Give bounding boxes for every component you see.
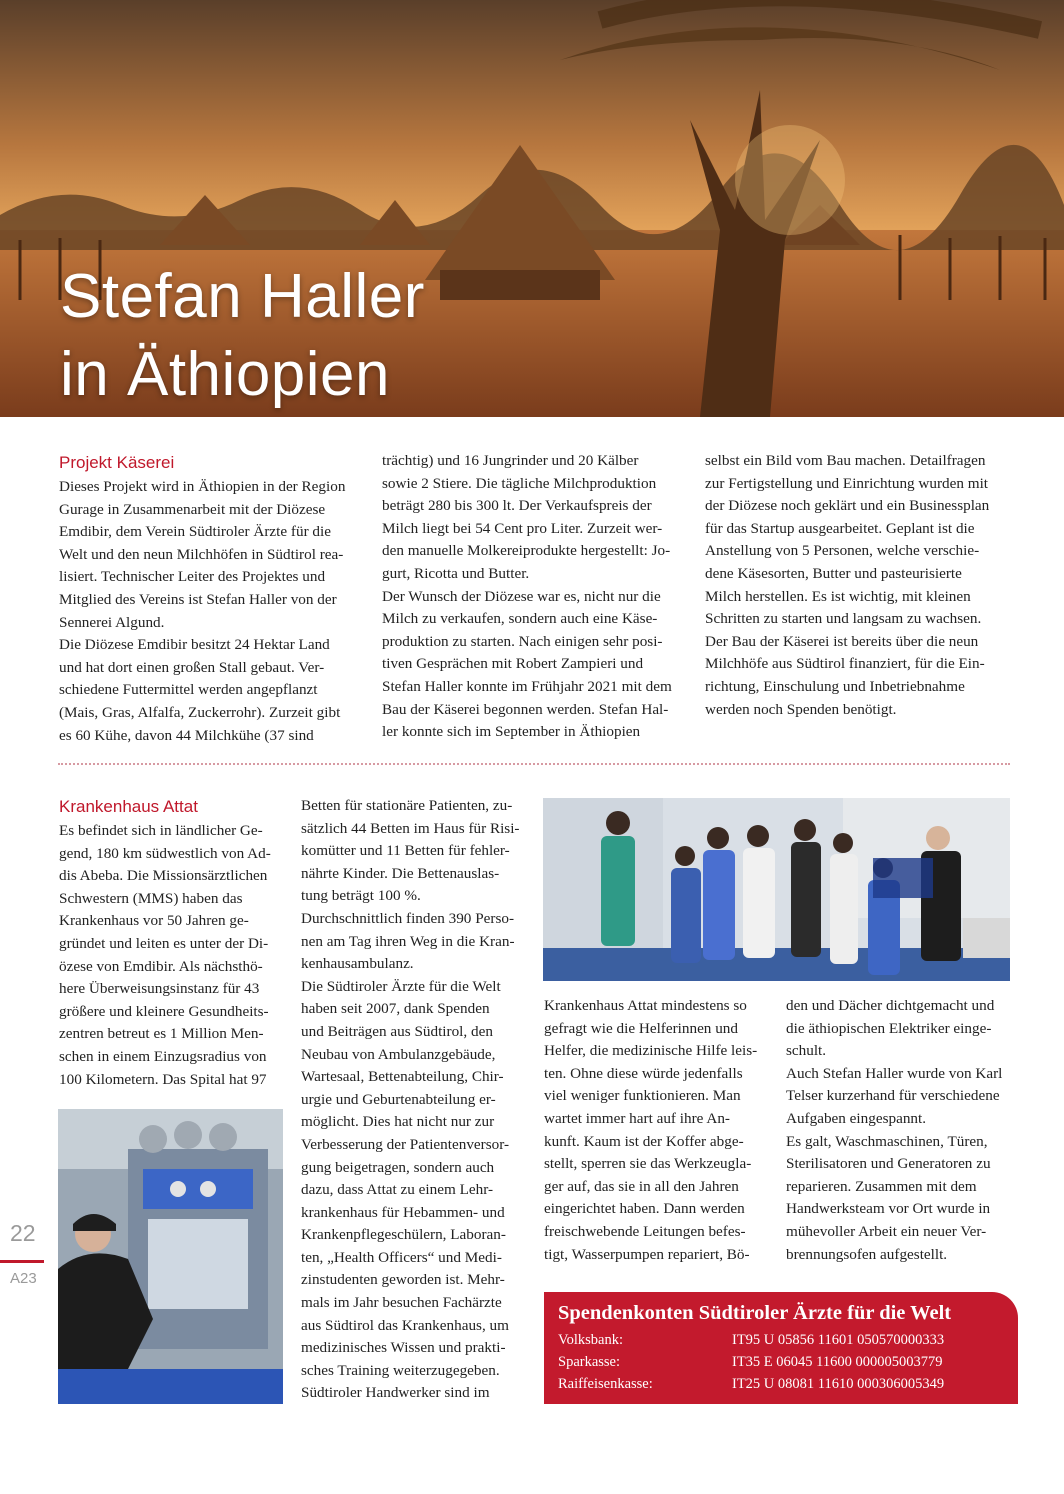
- text-line: nen am Tag ihren Weg in die Kran-: [301, 932, 515, 950]
- text-line: (Mais, Gras, Alfalfa, Zuckerrohr). Zurzeit gibt: [59, 703, 341, 721]
- text-line: mals im Jahr besuchen Fachärzte: [301, 1294, 502, 1312]
- text-line: tung beträgt 100 %.: [301, 887, 421, 905]
- text-line: schen in einem Einzugsradius von: [59, 1047, 267, 1065]
- text-line: özese von Emdibir. Als nächsthö-: [59, 957, 263, 975]
- text-line: Die Südtiroler Ärzte für die Welt: [301, 977, 501, 995]
- text-line: dis Abeba. Die Missionsärztlichen: [59, 867, 268, 885]
- text-line: Wartesaal, Bettenabteilung, Chir-: [301, 1068, 504, 1086]
- text-line: Anstellung von 5 Personen, welche verschie-: [705, 542, 980, 560]
- page-code: A23: [10, 1270, 37, 1287]
- text-line: richtung, Einschulung und Inbetriebnahme: [705, 677, 965, 695]
- text-line: Verbesserung der Patientenversor-: [301, 1135, 510, 1153]
- page-number: 22: [10, 1220, 36, 1246]
- text-line: freischwebende Leitungen befes-: [544, 1222, 746, 1240]
- text-line: Schritten zu starten und langsam zu wachsen.: [705, 610, 982, 628]
- text-line: beträgt 280 bis 300 lt. Der Verkaufspreis der: [382, 497, 652, 515]
- hero-image: [0, 0, 1064, 417]
- text-line: Krankenpflegeschülern, Laboran-: [301, 1226, 506, 1244]
- text-line: Milch herstellen. Es ist wichtig, mit kleinen: [705, 587, 971, 605]
- donation-iban: IT25 U 08081 11610 000306005349: [732, 1376, 945, 1392]
- text-line: Milch zu verkaufen, sondern auch eine Käse-: [382, 610, 658, 628]
- text-line: Welt und den neun Milchhöfen in Südtirol rea-: [59, 545, 344, 563]
- section1-col1-text: [59, 476, 361, 747]
- text-line: Milchhöfe aus Südtirol finanziert, für die Ein-: [705, 655, 985, 673]
- text-line: Der Wunsch der Diözese war es, nicht nur die: [382, 587, 661, 605]
- page-number-rule: [0, 1260, 44, 1263]
- text-line: die äthiopischen Elektriker einge-: [786, 1019, 992, 1037]
- text-line: Helfer, die medizinische Hilfe leis-: [544, 1042, 758, 1060]
- text-line: schiedene Futtermittel werden angepflanzt: [59, 681, 318, 699]
- text-line: Handwerksteam vor Ort wurde in: [786, 1200, 991, 1218]
- section2-col4: [786, 995, 1010, 1266]
- section2-col2: [301, 795, 525, 1405]
- text-line: Emdibir, dem Verein Südtiroler Ärzte für die: [59, 523, 331, 541]
- text-line: 100 Kilometern. Das Spital hat 97: [59, 1070, 267, 1088]
- donation-iban: IT95 U 05856 11601 050570000333: [732, 1332, 945, 1348]
- text-line: stellt, sperren sie das Werkzeugla-: [544, 1155, 752, 1173]
- section-heading-kaeserei: Projekt Käserei: [59, 453, 175, 472]
- donation-iban: IT35 E 06045 11600 000005003779: [732, 1354, 943, 1370]
- page-title: [60, 258, 425, 414]
- text-line: selbst ein Bild vom Bau machen. Detailfragen: [705, 452, 986, 469]
- text-line: und Beiträgen aus Südtirol, den: [301, 1022, 493, 1040]
- text-line: und hat dort einen großen Stall gebaut. Ver-: [59, 658, 325, 676]
- text-line: Dieses Projekt wird in Äthiopien in der Region: [59, 478, 346, 495]
- text-line: gurt, Ricotta und Butter.: [382, 564, 530, 582]
- text-line: ten. Ohne diese würde jedenfalls: [544, 1064, 743, 1082]
- section2-col3-text: [544, 995, 768, 1266]
- text-line: eingerichtet haben. Dann werden: [544, 1200, 745, 1218]
- section1-col1: [59, 452, 361, 747]
- text-line: Durchschnittlich finden 390 Perso-: [301, 909, 515, 927]
- text-line: nährte Kinder. Die Bettenauslas-: [301, 864, 500, 882]
- section2-col4-text: [786, 995, 1010, 1266]
- text-line: den und Dächer dichtgemacht und: [786, 997, 995, 1014]
- section2-col2-text: [301, 795, 525, 1405]
- text-line: kunft. Kaum ist der Koffer abge-: [544, 1132, 744, 1150]
- text-line: produktion zu starten. Nach einigen sehr posi-: [382, 632, 663, 650]
- text-line: wartet immer hart auf ihre An-: [544, 1109, 730, 1127]
- text-line: lisiert. Technischer Leiter des Projektes und: [59, 568, 326, 586]
- text-line: Südtiroler Handwerker sind im: [301, 1384, 490, 1402]
- text-line: Auch Stefan Haller wurde von Karl: [786, 1064, 1003, 1082]
- text-line: sches Training weiterzugegeben.: [301, 1361, 500, 1379]
- text-line: aus Südtirol das Krankenhaus, um: [301, 1316, 509, 1334]
- donation-bank-label: Sparkasse:: [558, 1354, 621, 1370]
- text-line: werden noch Spenden benötigt.: [705, 700, 897, 718]
- text-line: reparieren. Zusammen mit dem: [786, 1177, 977, 1195]
- text-line: medizinisches Wissen und prakti-: [301, 1339, 506, 1357]
- text-line: es 60 Kühe, davon 44 Milchkühe (37 sind: [59, 726, 314, 744]
- text-line: Sennerei Algund.: [59, 613, 165, 631]
- text-line: Es galt, Waschmaschinen, Türen,: [786, 1132, 988, 1150]
- text-line: Sterilisatoren und Generatoren zu: [786, 1155, 991, 1173]
- donation-bank-label: Raiffeisenkasse:: [558, 1376, 653, 1392]
- donation-accounts-box: [544, 1292, 1018, 1404]
- text-line: tigt, Wasserpumpen repariert, Bö-: [544, 1245, 750, 1263]
- text-line: Mitglied des Vereins ist Stefan Haller von der: [59, 590, 337, 608]
- text-line: Stefan Haller konnte im Frühjahr 2021 mit dem: [382, 677, 672, 695]
- text-line: haben seit 2007, dank Spenden: [301, 1000, 490, 1018]
- text-line: sätzlich 44 Betten im Haus für Risi-: [301, 819, 520, 837]
- text-line: für das Startup ausgearbeitet. Geplant ist die: [705, 519, 975, 537]
- section1-col3: [705, 450, 1015, 721]
- donation-bank-label: Volksbank:: [558, 1332, 623, 1348]
- section1-col2: [382, 450, 690, 744]
- text-line: gend, 180 km südwestlich von Ad-: [59, 844, 271, 862]
- text-line: Neubau von Ambulanzgebäude,: [301, 1045, 496, 1063]
- donation-title: Spendenkonten Südtiroler Ärzte für die Welt: [558, 1302, 952, 1324]
- text-line: Gurage in Zusammenarbeit mit der Diözese: [59, 500, 326, 518]
- text-line: Der Bau der Käserei ist bereits über die neun: [705, 632, 979, 650]
- section-divider: [58, 763, 1010, 765]
- text-line: gung beigetragen, sondern auch: [301, 1158, 495, 1176]
- text-line: Es befindet sich in ländlicher Ge-: [59, 822, 263, 839]
- text-line: urgie und Geburtenabteilung er-: [301, 1090, 496, 1108]
- section1-col3-text: [705, 450, 1015, 721]
- text-line: gefragt wie die Helferinnen und: [544, 1019, 738, 1037]
- text-line: zinstudenten geworden ist. Mehr-: [301, 1271, 505, 1289]
- text-line: mühevoller Arbeit ein neuer Ver-: [786, 1222, 987, 1240]
- text-line: komütter und 11 Betten für fehler-: [301, 842, 510, 860]
- text-line: kenhausambulanz.: [301, 955, 414, 973]
- section2-col1: [59, 796, 283, 1091]
- text-line: Krankenhaus Attat mindestens so: [544, 997, 747, 1014]
- section-heading-krankenhaus: Krankenhaus Attat: [59, 797, 198, 816]
- text-line: gründet und leiten es unter der Di-: [59, 934, 269, 952]
- text-line: viel weniger funktionieren. Man: [544, 1087, 741, 1105]
- text-line: Bau der Käserei begonnen werden. Stefan Hal-: [382, 700, 669, 718]
- text-line: Telser kurzerhand für verschiedene: [786, 1087, 1000, 1105]
- text-line: tiven Gesprächen mit Robert Zampieri und: [382, 655, 644, 673]
- text-line: zur Fertigstellung und Einrichtung wurden mit: [705, 474, 989, 492]
- section2-col1-text: [59, 820, 283, 1091]
- text-line: Aufgaben eingespannt.: [786, 1109, 927, 1127]
- text-line: Betten für stationäre Patienten, zu-: [301, 797, 513, 814]
- text-line: ler konnte sich im September in Äthiopien: [382, 723, 641, 741]
- text-line: dazu, dass Attat zu einem Lehr-: [301, 1181, 494, 1199]
- text-line: ten, „Health Officers“ und Medi-: [301, 1248, 502, 1266]
- title-line-2: in Äthiopien: [60, 340, 391, 409]
- text-line: der Diözese noch geklärt und ein Businessplan: [705, 497, 990, 515]
- text-line: Milch liegt bei 54 Cent pro Liter. Zurzeit wer-: [382, 519, 663, 537]
- text-line: möglicht. Dies hat nicht nur zur: [301, 1113, 495, 1131]
- text-line: here Überweisungsinstanz für 43: [59, 980, 260, 998]
- text-line: brennungsofen aufgestellt.: [786, 1245, 948, 1263]
- text-line: ger auf, das sie in all den Jahren: [544, 1177, 739, 1195]
- text-line: den manuelle Molkereiprodukte hergestellt: Jo-: [382, 542, 671, 560]
- group-photo: [543, 798, 1010, 981]
- text-line: Schwestern (MMS) haben das: [59, 889, 243, 907]
- section2-col3: [544, 995, 768, 1266]
- title-line-1: Stefan Haller: [60, 262, 425, 331]
- text-line: sowie 2 Stiere. Die tägliche Milchproduktion: [382, 474, 657, 492]
- text-line: schult.: [786, 1042, 827, 1060]
- text-line: größere und kleinere Gesundheits-: [59, 1002, 269, 1020]
- sterilizer-repair-photo: [58, 1109, 283, 1404]
- text-line: Die Diözese Emdibir besitzt 24 Hektar Land: [59, 636, 330, 654]
- text-line: krankenhaus für Hebammen- und: [301, 1203, 505, 1221]
- text-line: zentren betreut es 1 Million Men-: [59, 1025, 264, 1043]
- section1-col2-text: [382, 450, 690, 744]
- text-line: dene Käsesorten, Butter und pasteurisierte: [705, 564, 962, 582]
- text-line: trächtig) und 16 Jungrinder und 20 Kälber: [382, 452, 639, 469]
- text-line: Krankenhaus vor 50 Jahren ge-: [59, 912, 249, 930]
